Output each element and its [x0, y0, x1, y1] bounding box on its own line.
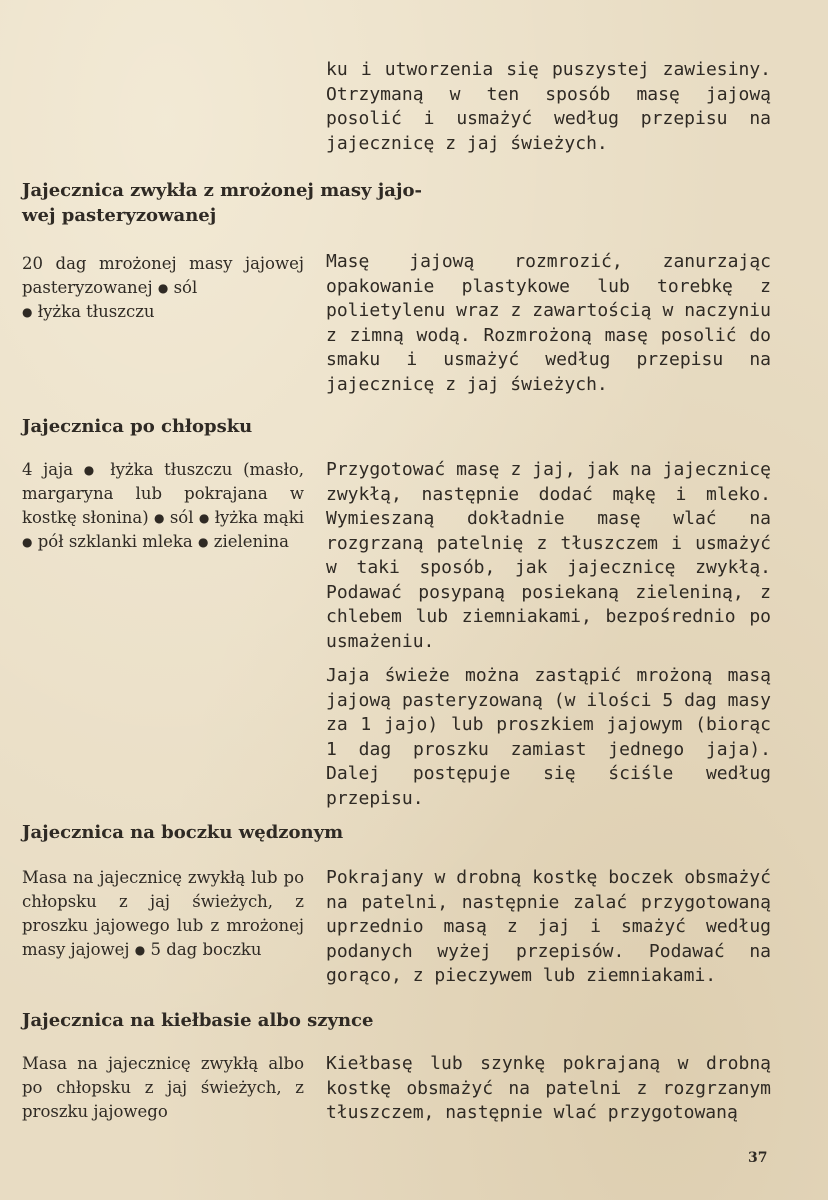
recipe-title-line: Jajecznica na boczku wędzonym — [22, 822, 344, 843]
method-smoked-bacon — [326, 866, 771, 999]
method-paragraph: Masę jajową rozmrozić, zanurzając opakowanie plastykowe lub torebkę z polietylenu wraz z zawartością w naczyniu z zimną wodą. Rozmrożoną masę posolić do smaku i usmażyć według przepisu na jajecznicę z jaj świeżych. — [326, 251, 771, 395]
ingredients-sausage-ham — [22, 1052, 304, 1124]
ingredient: 5 dag boczku — [150, 940, 262, 959]
method-paragraph: Jaja świeże można zastąpić mrożoną masą jajową pasteryzowaną (w ilości 5 dag masy za 1 jajo) lub proszkiem jajowym (biorąc 1 dag proszku zamiast jednego jaja). Dalej postępuje się ściśle według przepisu. — [326, 665, 771, 809]
recipe-title-smoked-bacon — [22, 820, 343, 845]
recipe-title-line: Jajecznica po chłopsku — [22, 416, 253, 437]
ingredient: łyżka tłuszczu — [37, 302, 155, 321]
method-sausage-ham — [326, 1052, 771, 1136]
bullet-icon: ● — [22, 535, 33, 549]
ingredient: sól — [173, 278, 198, 297]
ingredient: sól — [169, 508, 194, 527]
bullet-icon: ● — [198, 511, 210, 525]
recipe-title-line: Jajecznica na kiełbasie albo szynce — [22, 1010, 374, 1031]
ingredients-frozen-egg — [22, 252, 304, 324]
intro-continuation-text: ku i utworzenia się puszystej zawiesiny. Otrzymaną w ten sposób masę jajową posolić i usmażyć według przepisu na jajecznicę z jaj świeżych. — [326, 59, 771, 154]
recipe-title-line: wej pasteryzowanej — [22, 205, 217, 226]
method-peasant — [326, 458, 771, 821]
method-frozen-egg — [326, 250, 771, 407]
ingredient: zielenina — [213, 532, 289, 551]
ingredients-smoked-bacon — [22, 866, 304, 962]
bullet-icon: ● — [157, 281, 169, 295]
ingredient: 4 jaja — [22, 460, 74, 479]
ingredient: łyżka tłuszczu (masło, margaryna lub pokrajana w kostkę słonina) — [22, 460, 304, 527]
method-paragraph: Kiełbasę lub szynkę pokrajaną w drobną kostkę obsmażyć na patelni z rozgrzanym tłuszczem, następnie wlać przygotowaną — [326, 1053, 771, 1123]
ingredient: 20 dag mrożonej masy jajowej pasteryzowanej — [22, 254, 304, 297]
ingredient: Masa na jajecznicę zwykłą albo po chłopsku z jaj świeżych, z proszku jajowego — [22, 1054, 304, 1121]
method-paragraph: Przygotować masę z jaj, jak na jajecznicę zwykłą, następnie dodać mąkę i mleko. Wymieszaną dokładnie masę wlać na rozgrzaną patelnię z tłuszczem i usmażyć w taki sposób, jak jajecznicę zwykłą. Podawać posypaną posiekaną zieleniną, z chlebem lub ziemniakami, bezpośrednio po usmażeniu. — [326, 459, 771, 652]
ingredients-peasant — [22, 458, 304, 554]
recipe-title-frozen-egg — [22, 178, 422, 228]
page-number: 37 — [748, 1150, 768, 1166]
recipe-title-peasant — [22, 414, 252, 439]
ingredient: łyżka mąki — [214, 508, 304, 527]
bullet-icon: ● — [22, 305, 33, 319]
ingredient: pół szklanki mleka — [37, 532, 193, 551]
recipe-title-sausage-ham — [22, 1008, 373, 1033]
bullet-icon: ● — [153, 511, 165, 525]
method-paragraph: Pokrajany w drobną kostkę boczek obsmażyć na patelni, następnie zalać przygotowaną uprzednio masą z jaj i smażyć według podanych wyżej przepisów. Podawać na gorąco, z pieczywem lub ziemniakami. — [326, 867, 771, 986]
ingredient: Masa na jajecznicę zwykłą lub po chłopsku z jaj świeżych, z proszku jajowego lub z mrożonej masy jajowej — [22, 868, 304, 959]
recipe-title-line: Jajecznica zwykła z mrożonej masy jajo- — [22, 180, 422, 201]
bullet-icon: ● — [134, 943, 146, 957]
bullet-icon: ● — [198, 535, 209, 549]
bullet-icon: ● — [83, 463, 100, 477]
